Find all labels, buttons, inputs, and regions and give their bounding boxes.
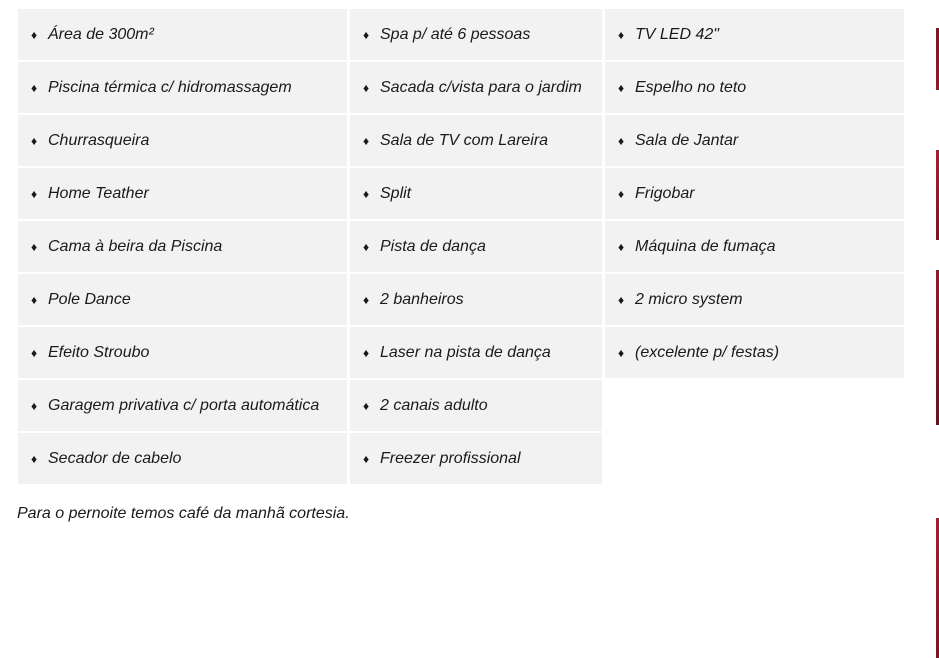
amenity-freezer xyxy=(350,433,602,484)
diamond-bullet-icon: ♦ xyxy=(30,398,38,413)
amenity-split xyxy=(350,168,602,219)
amenity-label: Área de 300m² xyxy=(48,25,154,43)
diamond-bullet-icon: ♦ xyxy=(30,239,38,254)
amenity-micro-system xyxy=(605,274,904,325)
amenity-label: Secador de cabelo xyxy=(48,449,182,467)
amenity-area xyxy=(18,9,347,60)
amenity-label: Espelho no teto xyxy=(635,78,747,96)
diamond-bullet-icon: ♦ xyxy=(30,292,38,307)
amenity-label: Máquina de fumaça xyxy=(635,237,776,255)
amenity-bathrooms xyxy=(350,274,602,325)
amenity-label: Sala de Jantar xyxy=(635,131,739,149)
amenity-home-theater xyxy=(18,168,347,219)
diamond-bullet-icon: ♦ xyxy=(362,133,370,148)
amenity-label: Home Teather xyxy=(48,184,149,202)
amenity-poolside-bed xyxy=(18,221,347,272)
amenity-label: Churrasqueira xyxy=(48,131,150,149)
diamond-bullet-icon: ♦ xyxy=(362,80,370,95)
amenity-spa xyxy=(350,9,602,60)
amenity-label: Efeito Stroubo xyxy=(48,343,150,361)
amenity-hair-dryer xyxy=(18,433,347,484)
diamond-bullet-icon: ♦ xyxy=(362,292,370,307)
amenity-label: Cama à beira da Piscina xyxy=(48,237,223,255)
amenity-label: Piscina térmica c/ hidromassagem xyxy=(48,78,292,96)
diamond-bullet-icon: ♦ xyxy=(362,451,370,466)
diamond-bullet-icon: ♦ xyxy=(30,133,38,148)
amenity-pole-dance xyxy=(18,274,347,325)
diamond-bullet-icon: ♦ xyxy=(617,80,625,95)
amenity-strobe-effect xyxy=(18,327,347,378)
amenity-dining-room xyxy=(605,115,904,166)
amenities-table xyxy=(18,9,904,484)
diamond-bullet-icon: ♦ xyxy=(362,186,370,201)
diamond-bullet-icon: ♦ xyxy=(362,398,370,413)
diamond-bullet-icon: ♦ xyxy=(362,27,370,42)
amenity-dance-floor xyxy=(350,221,602,272)
diamond-bullet-icon: ♦ xyxy=(30,27,38,42)
amenity-ceiling-mirror xyxy=(605,62,904,113)
amenity-label: Pista de dança xyxy=(380,237,486,255)
amenity-private-garage xyxy=(18,380,347,431)
amenity-label: 2 banheiros xyxy=(380,290,464,308)
diamond-bullet-icon: ♦ xyxy=(30,451,38,466)
diamond-bullet-icon: ♦ xyxy=(362,239,370,254)
amenity-tv-led xyxy=(605,9,904,60)
amenity-smoke-machine xyxy=(605,221,904,272)
amenity-label: Laser na pista de dança xyxy=(380,343,551,361)
amenity-label: Sala de TV com Lareira xyxy=(380,131,549,149)
diamond-bullet-icon: ♦ xyxy=(617,239,625,254)
breakfast-footnote: Para o pernoite temos café da manhã cortesia. xyxy=(17,505,350,522)
amenity-label: Garagem privativa c/ porta automática xyxy=(48,396,320,414)
amenity-label: TV LED 42" xyxy=(635,25,719,43)
amenity-balcony xyxy=(350,62,602,113)
diamond-bullet-icon: ♦ xyxy=(617,27,625,42)
amenity-label: Frigobar xyxy=(635,184,695,202)
diamond-bullet-icon: ♦ xyxy=(30,186,38,201)
diamond-bullet-icon: ♦ xyxy=(617,133,625,148)
amenity-label: 2 canais adulto xyxy=(380,396,488,414)
amenity-dance-laser xyxy=(350,327,602,378)
empty-cell xyxy=(605,380,904,431)
amenity-label: Spa p/ até 6 pessoas xyxy=(380,25,531,43)
diamond-bullet-icon: ♦ xyxy=(617,186,625,201)
amenity-label: 2 micro system xyxy=(635,290,743,308)
amenity-heated-pool xyxy=(18,62,347,113)
diamond-bullet-icon: ♦ xyxy=(617,345,625,360)
amenity-party-note xyxy=(605,327,904,378)
amenity-label: (excelente p/ festas) xyxy=(635,343,780,361)
amenity-minibar xyxy=(605,168,904,219)
empty-cell xyxy=(605,433,904,484)
diamond-bullet-icon: ♦ xyxy=(30,345,38,360)
amenity-barbecue xyxy=(18,115,347,166)
diamond-bullet-icon: ♦ xyxy=(30,80,38,95)
amenity-tv-room xyxy=(350,115,602,166)
amenity-label: Split xyxy=(380,184,412,202)
diamond-bullet-icon: ♦ xyxy=(617,292,625,307)
amenity-label: Freezer profissional xyxy=(380,449,521,467)
amenity-label: Sacada c/vista para o jardim xyxy=(380,78,582,96)
diamond-bullet-icon: ♦ xyxy=(362,345,370,360)
amenity-label: Pole Dance xyxy=(48,290,131,308)
amenity-adult-channels xyxy=(350,380,602,431)
